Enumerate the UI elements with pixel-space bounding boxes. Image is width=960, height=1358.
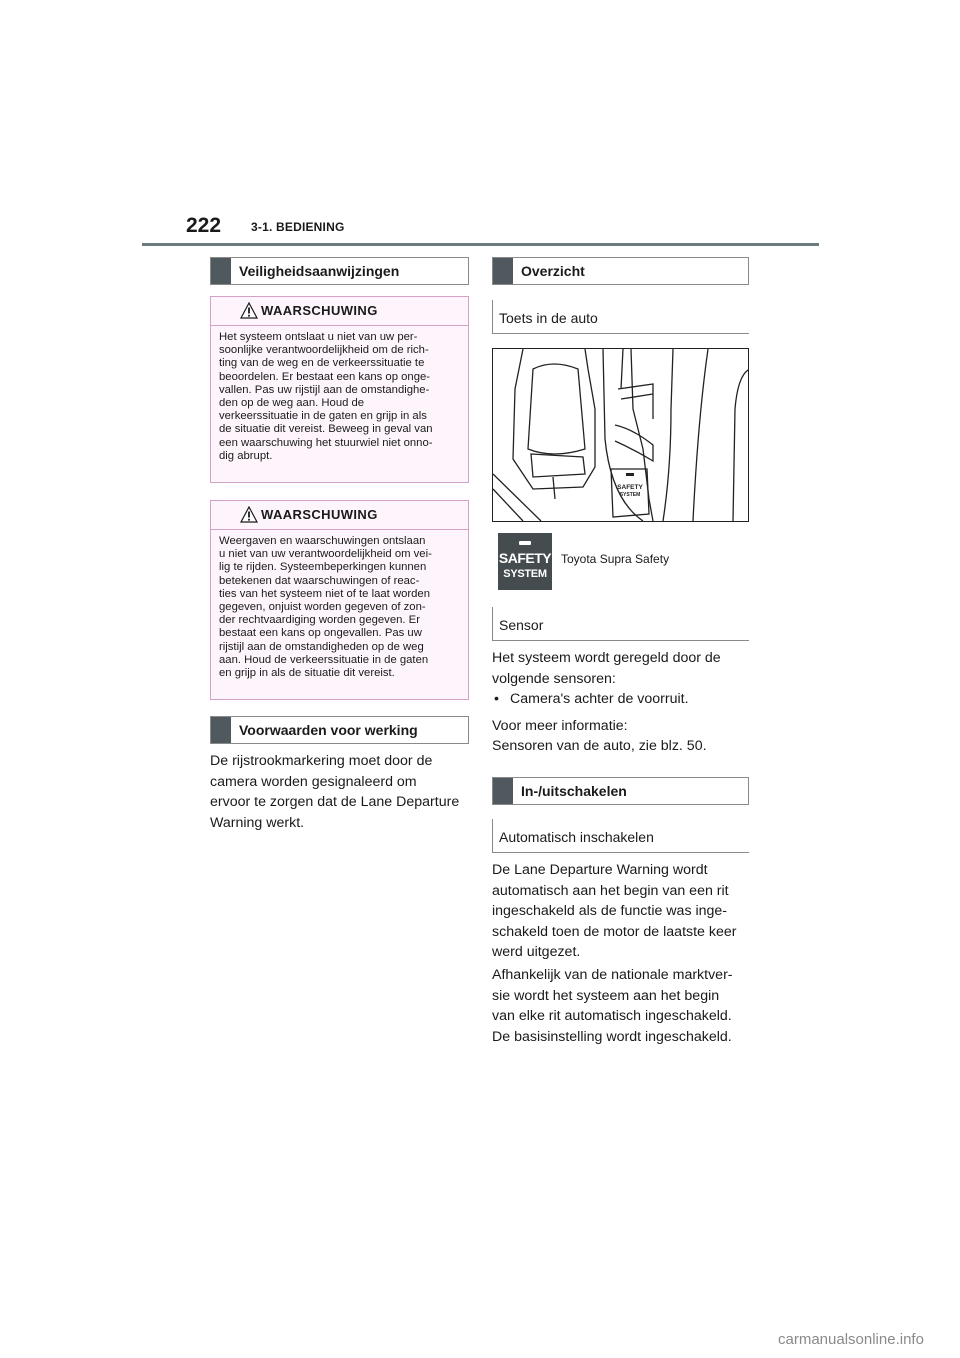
paragraph-line: schakeld toen de motor de laatste keer xyxy=(492,923,737,940)
conditions-heading-text: Voorwaarden voor werking xyxy=(239,722,418,738)
warning-line: ting van de weg en de verkeerssituatie te xyxy=(219,357,425,370)
paragraph-line: Het systeem wordt geregeld door de xyxy=(492,650,721,666)
overview-heading xyxy=(492,257,749,285)
page-number: 222 xyxy=(186,214,222,237)
conditions-heading xyxy=(210,716,469,744)
sensor-subheading-text: Sensor xyxy=(499,617,544,633)
sensor-bullet xyxy=(492,689,754,710)
paragraph-line: sie wordt het systeem aan het begin xyxy=(492,987,720,1004)
safety-heading xyxy=(210,257,469,285)
paragraph-line: Sensoren van de auto, zie blz. 50. xyxy=(492,738,707,754)
paragraph-line: van elke rit automatisch ingeschakeld. xyxy=(492,1008,732,1024)
heading-bar xyxy=(211,717,231,743)
paragraph-line: volgende sensoren: xyxy=(492,670,616,687)
safety-system-icon xyxy=(498,533,552,590)
warning-line: de situatie dit vereist. Beweeg in geval van xyxy=(219,423,433,436)
warning-line: Weergaven en waarschuwingen ontslaan xyxy=(219,535,426,547)
heading-bar xyxy=(493,258,513,284)
overview-heading-text: Overzicht xyxy=(521,263,585,279)
paragraph-line: Voor meer informatie: xyxy=(492,717,628,734)
watermark: carmanualsonline.info xyxy=(778,1331,924,1348)
warning-line: der rechtvaardiging worden gegeven. Er xyxy=(219,614,420,627)
console-button-text-2: SYSTEM xyxy=(619,492,641,498)
warning-text-1 xyxy=(219,331,467,463)
buttons-subheading xyxy=(492,300,749,334)
console-button-text-1: SAFETY xyxy=(617,484,643,491)
conditions-paragraph xyxy=(210,751,472,833)
safety-icon-led xyxy=(519,541,531,545)
warning-box-1 xyxy=(210,296,469,483)
paragraph-line: ervoor te zorgen dat de Lane Departure xyxy=(210,794,460,810)
warning-text-2 xyxy=(219,535,467,680)
warning-title: WAARSCHUWING xyxy=(261,507,378,522)
warning-line: bestaat een kans op ongevallen. Pas uw xyxy=(219,627,422,640)
header-rule xyxy=(142,243,819,246)
warning-line: Het systeem ontslaat u niet van uw per- xyxy=(219,331,418,343)
warning-title-bar xyxy=(211,297,468,326)
warning-title-bar xyxy=(211,501,468,530)
paragraph-line: De rijstrookmarkering moet door de xyxy=(210,753,433,769)
paragraph-line: De basisinstelling wordt ingeschakeld. xyxy=(492,1028,732,1045)
warning-line: beoordelen. Er bestaat een kans op onge- xyxy=(219,370,431,383)
chapter-title: 3-1. BEDIENING xyxy=(251,220,345,234)
auto-paragraph-1 xyxy=(492,860,754,963)
paragraph-line: Warning werkt. xyxy=(210,814,305,831)
auto-subheading xyxy=(492,819,749,853)
warning-title: WAARSCHUWING xyxy=(261,303,378,318)
auto-subheading-text: Automatisch inschakelen xyxy=(499,829,654,845)
warning-line: betekenen dat waarschuwingen of reac- xyxy=(219,574,420,587)
onoff-heading-text: In-/uitschakelen xyxy=(521,783,627,799)
onoff-heading xyxy=(492,777,749,805)
warning-line: lig te rijden. Systeembeperkingen kunnen xyxy=(219,561,427,574)
warning-line: soonlijke verantwoordelijkheid om de rich- xyxy=(219,344,429,357)
heading-bar xyxy=(493,778,513,804)
paragraph-line: ingeschakeld als de functie was inge- xyxy=(492,903,728,919)
warning-line: ties van het systeem niet of te laat worden xyxy=(219,587,430,600)
warning-line: den op de weg aan. Houd de xyxy=(219,397,365,410)
safety-label: Toyota Supra Safety xyxy=(561,552,670,566)
warning-line: gegeven, onjuist worden gegeven of zon- xyxy=(219,601,426,614)
paragraph-line: camera worden gesignaleerd om xyxy=(210,773,417,790)
center-console-image xyxy=(493,349,749,522)
sensor-subheading xyxy=(492,607,749,641)
warning-line: u niet van uw verantwoordelijkheid om vei- xyxy=(219,548,432,561)
warning-line: en grijp in als de situatie dit vereist. xyxy=(219,667,395,680)
paragraph-line: De Lane Departure Warning wordt xyxy=(492,862,708,878)
warning-line: rijstijl aan de omstandigheden op de weg xyxy=(219,640,424,653)
console-illustration xyxy=(492,348,749,522)
safety-icon-text-2: SYSTEM xyxy=(503,568,547,580)
warning-triangle-icon xyxy=(240,506,258,523)
warning-line: een waarschuwing het stuurwiel niet onno- xyxy=(219,436,433,449)
warning-triangle-icon xyxy=(240,302,258,319)
warning-line: dig abrupt. xyxy=(219,449,273,462)
sensor-paragraph xyxy=(492,648,754,757)
paragraph-line: werd uitgezet. xyxy=(492,944,581,960)
bullet-text: Camera's achter de voorruit. xyxy=(510,691,689,707)
warning-line: verkeerssituatie in de gaten en grijp in als xyxy=(219,410,427,423)
warning-line: vallen. Pas uw rijstijl aan de omstandighe- xyxy=(219,383,430,396)
safety-heading-text: Veiligheidsaanwijzingen xyxy=(239,263,400,279)
warning-line: aan. Houd de verkeerssituatie in de gaten xyxy=(219,653,429,666)
auto-paragraph-2 xyxy=(492,965,754,1047)
paragraph-line: automatisch aan het begin van een rit xyxy=(492,882,729,899)
safety-icon-text-1: SAFETY xyxy=(498,550,552,566)
paragraph-line: Afhankelijk van de nationale marktver- xyxy=(492,967,733,983)
warning-box-2 xyxy=(210,500,469,700)
bullet-mark: • xyxy=(494,691,499,707)
heading-bar xyxy=(211,258,231,284)
buttons-subheading-text: Toets in de auto xyxy=(499,310,598,326)
